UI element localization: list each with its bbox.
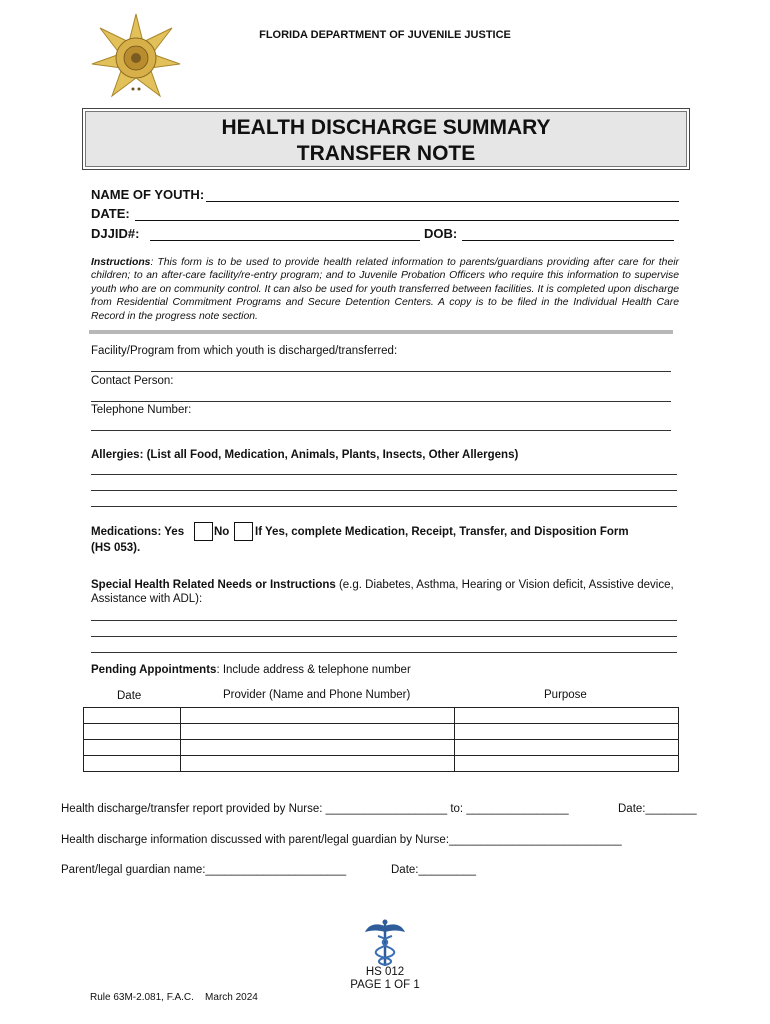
- table-row: [84, 708, 679, 724]
- facility-label: Facility/Program from which youth is discharged/transferred:: [91, 345, 398, 357]
- special-needs-paragraph: [91, 578, 691, 606]
- telephone-label: Telephone Number:: [91, 404, 192, 416]
- medications-label: Medications: Yes: [91, 526, 185, 538]
- caduceus-icon: [364, 918, 406, 968]
- instructions-paragraph: [91, 256, 679, 323]
- youth-name-field[interactable]: [206, 201, 679, 202]
- special-needs-line-2[interactable]: [91, 636, 677, 637]
- pending-appointments-heading: [91, 664, 411, 676]
- instructions-label: Instructions: [91, 257, 151, 268]
- medications-form-ref: (HS 053).: [91, 542, 141, 554]
- guardian-discussion-line[interactable]: Health discharge information discussed with parent/legal guardian by Nurse:___________________________: [61, 834, 622, 846]
- youth-name-label: NAME OF YOUTH:: [91, 187, 205, 202]
- guardian-name-line[interactable]: Parent/legal guardian name:______________________: [61, 864, 347, 876]
- appointment-date-cell[interactable]: [84, 756, 181, 772]
- medications-no-label: No: [214, 526, 230, 538]
- special-needs-label: Special Health Related Needs or Instructions: [91, 579, 336, 591]
- appointment-date-cell[interactable]: [84, 740, 181, 756]
- allergies-label: Allergies: (List all Food, Medication, Animals, Plants, Insects, Other Allergens): [91, 449, 519, 461]
- table-row: [84, 724, 679, 740]
- rule-citation: Rule 63M-2.081, F.A.C. March 2024: [90, 992, 258, 1003]
- telephone-field[interactable]: [91, 430, 671, 431]
- pending-appointments-note: : Include address & telephone number: [216, 664, 411, 676]
- appointment-purpose-cell[interactable]: [455, 708, 679, 724]
- appointments-table: [83, 707, 679, 772]
- agency-name: FLORIDA DEPARTMENT OF JUVENILE JUSTICE: [259, 29, 511, 41]
- florida-djj-badge-icon: [88, 12, 184, 104]
- appointment-purpose-cell[interactable]: [455, 724, 679, 740]
- appointment-provider-cell[interactable]: [181, 708, 455, 724]
- medications-yes-checkbox[interactable]: [194, 522, 213, 541]
- nurse-report-date[interactable]: Date:________: [618, 803, 697, 815]
- guardian-date-line[interactable]: Date:_________: [391, 864, 477, 876]
- appointment-date-cell[interactable]: [84, 724, 181, 740]
- instructions-text: : This form is to be used to provide health related information to parents/guardians providing after care for their children; to an after-care facility/re-entry program; and to Juvenile Probation Officers who require this information to supervise youth who are on community control. It can also be used for youth transferred between facilities. It is completed upon discharge from Residential Commitment Programs and Secure Detention Centers. A copy is to be filed in the Individual Health Care Record in the progress note section.: [91, 257, 679, 322]
- date-label: DATE:: [91, 206, 130, 221]
- appointment-provider-cell[interactable]: [181, 740, 455, 756]
- appointments-col-provider: Provider (Name and Phone Number): [223, 689, 411, 701]
- special-needs-line-1[interactable]: [91, 620, 677, 621]
- page-indicator: PAGE 1 OF 1: [350, 979, 420, 991]
- appointment-provider-cell[interactable]: [181, 724, 455, 740]
- djjid-label: DJJID#:: [91, 226, 140, 241]
- dob-field[interactable]: [462, 240, 674, 241]
- appointment-date-cell[interactable]: [84, 708, 181, 724]
- form-number: HS 012: [365, 966, 405, 978]
- appointment-purpose-cell[interactable]: [455, 756, 679, 772]
- date-field[interactable]: [135, 220, 679, 221]
- allergies-line-2[interactable]: [91, 490, 677, 491]
- appointments-col-purpose: Purpose: [544, 689, 587, 701]
- section-divider: [89, 330, 673, 334]
- table-row: [84, 740, 679, 756]
- nurse-report-line[interactable]: Health discharge/transfer report provided by Nurse: ___________________ to: ________________: [61, 803, 569, 815]
- medications-instruction: If Yes, complete Medication, Receipt, Transfer, and Disposition Form: [255, 526, 629, 538]
- form-title-line-2: TRANSFER NOTE: [296, 142, 476, 165]
- special-needs-text: (e.g. Diabetes, Asthma, Hearing or Vision deficit, Assistive device, Assistance with ADL):: [91, 579, 674, 605]
- appointments-col-date: Date: [117, 690, 142, 702]
- medications-no-checkbox[interactable]: [234, 522, 253, 541]
- dob-label: DOB:: [424, 226, 458, 241]
- facility-field[interactable]: [91, 371, 671, 372]
- pending-appointments-label: Pending Appointments: [91, 664, 217, 676]
- djjid-field[interactable]: [150, 240, 420, 241]
- table-row: [84, 756, 679, 772]
- contact-person-label: Contact Person:: [91, 375, 174, 387]
- contact-person-field[interactable]: [91, 401, 671, 402]
- form-title-line-1: HEALTH DISCHARGE SUMMARY: [221, 116, 551, 139]
- appointment-purpose-cell[interactable]: [455, 740, 679, 756]
- form-title-box: [82, 108, 690, 170]
- appointment-provider-cell[interactable]: [181, 756, 455, 772]
- allergies-line-3[interactable]: [91, 506, 677, 507]
- special-needs-line-3[interactable]: [91, 652, 677, 653]
- allergies-line-1[interactable]: [91, 474, 677, 475]
